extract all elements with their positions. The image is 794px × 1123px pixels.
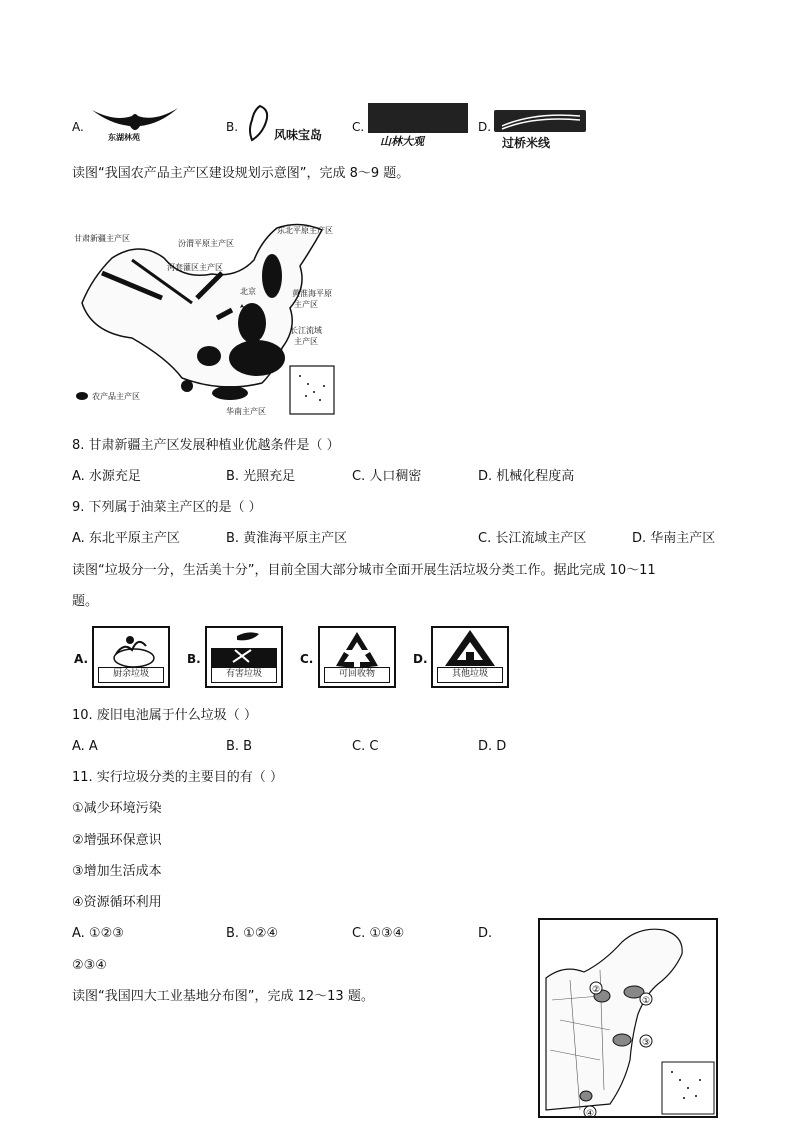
q8-option-c[interactable]: C. 人口稠密 — [352, 469, 422, 484]
map-label-4: 北京 — [240, 287, 256, 296]
intro-q10-11-line2: 题。 — [72, 594, 99, 609]
q10-option-b[interactable]: B. B — [226, 739, 253, 754]
logo-c-text: 山林大观 — [380, 135, 424, 148]
kitchen-waste-icon — [94, 628, 168, 670]
q11-option-c[interactable]: C. ①③④ — [352, 926, 405, 941]
q9-stem: 9. 下列属于油菜主产区的是（ ） — [72, 500, 262, 515]
q10-option-a[interactable]: A. A — [72, 739, 98, 754]
sign-d-other-waste — [431, 626, 509, 688]
q8-option-b[interactable]: B. 光照充足 — [226, 469, 296, 484]
map-label-0: 甘肃新疆主产区 — [74, 234, 130, 243]
china-agri-map — [72, 218, 352, 418]
map-label-6: 主产区 — [294, 300, 318, 309]
legend-swatch — [76, 392, 88, 400]
logo-a-label: A. — [72, 120, 84, 134]
marker-3: ③ — [642, 1038, 651, 1048]
south-sea-inset — [290, 366, 334, 414]
taiwan-island-icon — [244, 104, 274, 142]
logo-b — [244, 104, 344, 144]
sign-a-kitchen-waste — [92, 626, 170, 688]
sign-c-recyclable — [318, 626, 396, 688]
recycle-icon — [320, 628, 394, 670]
map-label-3: 河套灌区主产区 — [167, 263, 223, 272]
logo-b-text: 风味宝岛 — [274, 128, 323, 142]
map-label-2: 东北平原主产区 — [277, 226, 333, 235]
sign-d-caption: 其他垃圾 — [437, 667, 503, 683]
q11-option-a[interactable]: A. ①②③ — [72, 926, 124, 941]
logo-d-dark-band — [494, 110, 586, 132]
logo-b-label: B. — [226, 120, 239, 134]
q11-option-b[interactable]: B. ①②④ — [226, 926, 279, 941]
q10-stem: 10. 废旧电池属于什么垃圾（ ） — [72, 708, 257, 723]
logo-d-text: 过桥米线 — [502, 136, 551, 150]
logo-a — [90, 104, 180, 144]
q8-option-d[interactable]: D. 机械化程度高 — [478, 469, 575, 484]
q9-option-b[interactable]: B. 黄淮海平原主产区 — [226, 531, 348, 546]
sign-c-letter: C. — [300, 652, 314, 666]
intro-q12-13: 读图“我国四大工业基地分布图”，完成 12～13 题。 — [72, 989, 374, 1004]
china-industry-map — [540, 920, 716, 1116]
sign-b-letter: B. — [187, 652, 201, 666]
marker-2: ② — [592, 985, 601, 995]
q8-stem: 8. 甘肃新疆主产区发展种植业优越条件是（ ） — [72, 438, 340, 453]
q11-option-d-cont: ②③④ — [72, 958, 107, 973]
q11-stem: 11. 实行垃圾分类的主要目的有（ ） — [72, 770, 283, 785]
q8-option-a[interactable]: A. 水源充足 — [72, 469, 141, 484]
map-label-5: 黄淮海平原 — [292, 289, 332, 298]
sign-c-caption: 可回收物 — [324, 667, 390, 683]
hazardous-waste-icon — [207, 628, 281, 670]
sign-b-hazardous-waste — [205, 626, 283, 688]
intro-q10-11-line1: 读图“垃圾分一分，生活美十分”，目前全国大部分城市全面开展生活垃圾分类工作。据此完成 10～11 — [72, 563, 656, 578]
sign-d-letter: D. — [413, 652, 428, 666]
logo-c-dark-band — [368, 103, 468, 133]
map-label-7: 长江流域 — [290, 326, 322, 335]
q11-item-1: ①减少环境污染 — [72, 801, 162, 816]
map-legend-label: 农产品主产区 — [92, 392, 140, 401]
q9-option-a[interactable]: A. 东北平原主产区 — [72, 531, 180, 546]
logo-c — [368, 103, 468, 151]
map-label-1: 汾渭平原主产区 — [178, 239, 234, 248]
q9-option-c[interactable]: C. 长江流域主产区 — [478, 531, 587, 546]
map-label-8: 主产区 — [294, 337, 318, 346]
logo-d-label: D. — [478, 120, 492, 134]
noodle-lines-icon — [494, 110, 586, 132]
sign-a-letter: A. — [74, 652, 89, 666]
logo-c-label: C. — [352, 120, 365, 134]
intro-q8-9: 读图“我国农产品主产区建设规划示意图”，完成 8～9 题。 — [72, 166, 410, 181]
agri-region-map — [72, 218, 352, 418]
other-waste-icon — [433, 628, 507, 670]
logo-d — [494, 110, 586, 150]
logo-a-text: 东湖林苑 — [108, 133, 140, 142]
industry-base-map — [538, 918, 718, 1118]
q10-option-d[interactable]: D. D — [478, 739, 507, 754]
q11-item-2: ②增强环保意识 — [72, 833, 162, 848]
q11-item-4: ④资源循环利用 — [72, 895, 162, 910]
q10-option-c[interactable]: C. C — [352, 739, 379, 754]
sign-b-caption: 有害垃圾 — [211, 667, 277, 683]
marker-1: ① — [642, 996, 651, 1006]
q9-option-d[interactable]: D. 华南主产区 — [632, 531, 716, 546]
q11-option-d[interactable]: D. — [478, 926, 493, 941]
sign-a-caption: 厨余垃圾 — [98, 667, 164, 683]
q11-item-3: ③增加生活成本 — [72, 864, 162, 879]
map-label-9: 华南主产区 — [226, 407, 266, 416]
marker-4: ④ — [586, 1109, 595, 1116]
